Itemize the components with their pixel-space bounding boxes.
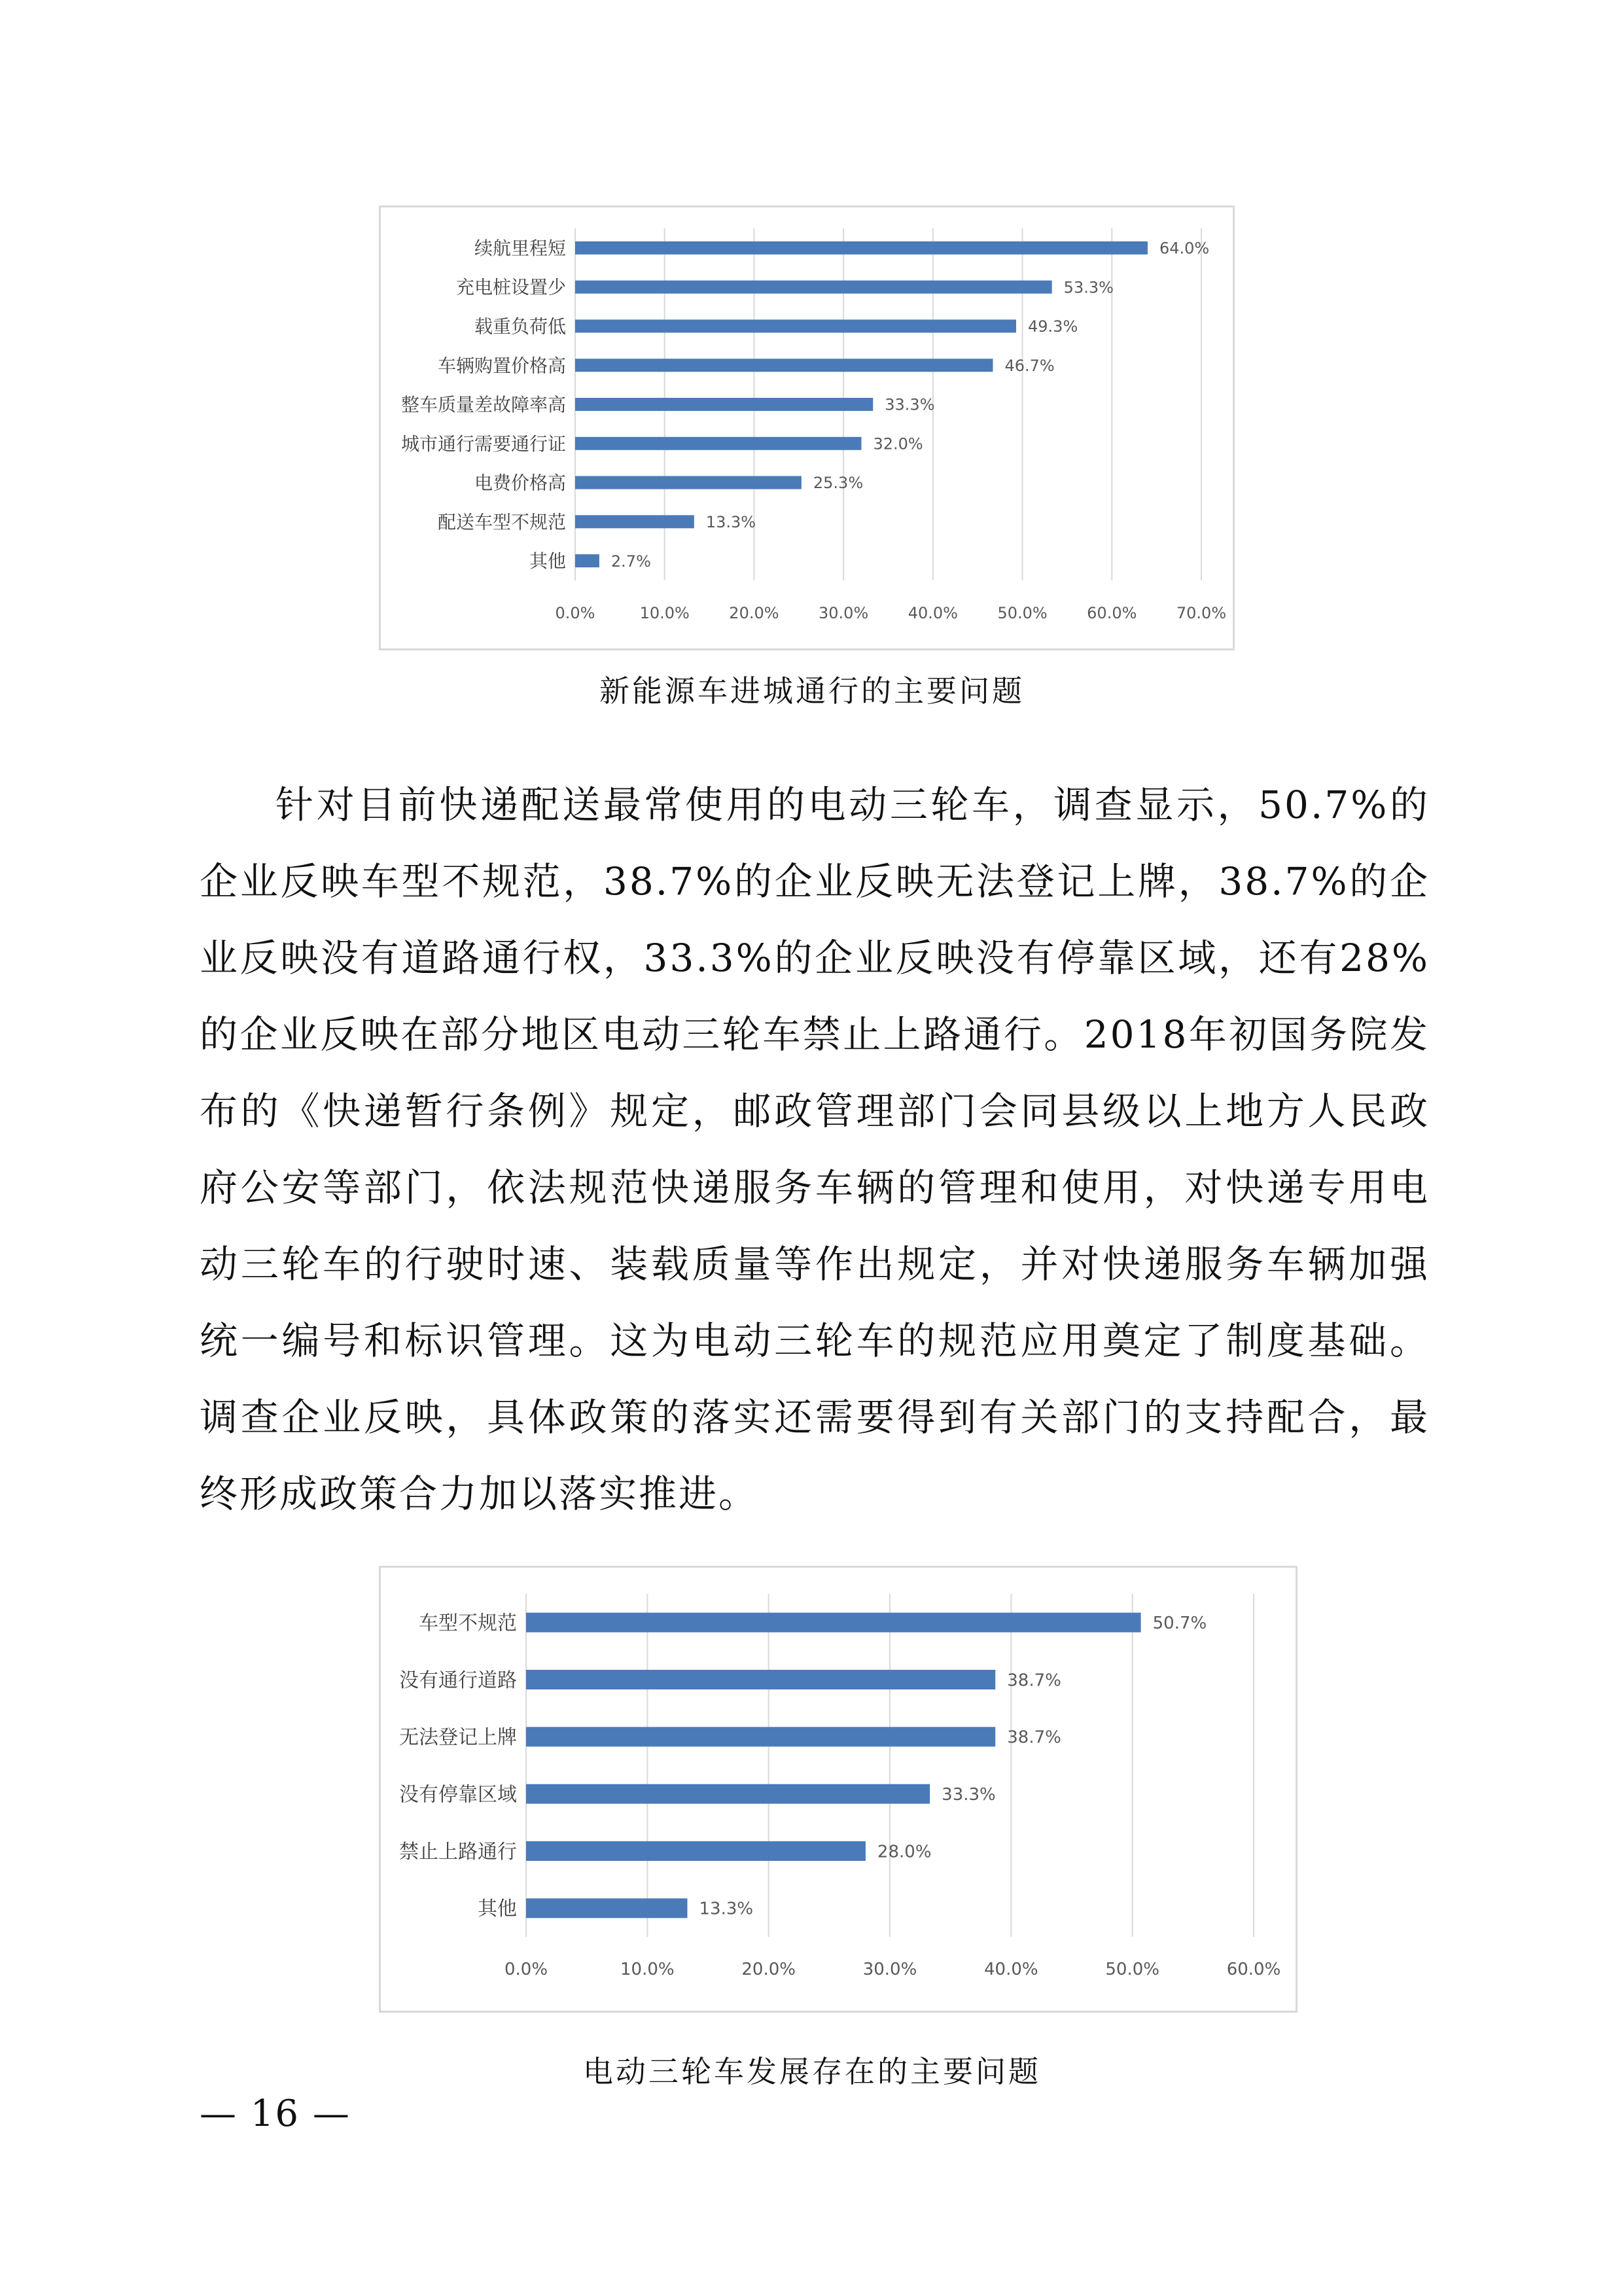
chart-tricycle-issues-svg xyxy=(381,1568,1296,2011)
x-tick-label: 50.0% xyxy=(1105,1960,1159,1979)
data-label: 28.0% xyxy=(877,1842,932,1862)
bar xyxy=(575,281,1052,294)
x-tick-label: 10.0% xyxy=(620,1960,675,1979)
category-label: 禁止上路通行 xyxy=(399,1840,517,1863)
data-label: 49.3% xyxy=(1028,317,1078,336)
bar xyxy=(575,476,802,489)
category-label: 没有通行道路 xyxy=(399,1669,517,1692)
bar xyxy=(575,359,993,372)
data-label: 38.7% xyxy=(1007,1670,1061,1691)
bar xyxy=(526,1784,930,1804)
page-number: — 16 — xyxy=(200,2093,351,2135)
body-paragraph: 针对目前快递配送最常使用的电动三轮车，调查显示，50.7%的企业反映车型不规范，38.7%的企业反映无法登记上牌，38.7%的企业反映没有道路通行权，33.3%的企业反映没有停靠区域，还有28%的企业反映在部分地区电动三轮车禁止上路通行。2018年初国务院发布的《快递暂行条例》规定，邮政管理部门会同县级以上地方人民政府公安等部门，依法规范快递服务车辆的管理和使用，对快递专用电动三轮车的行驶时速、装载质量等作出规定，并对快递服务车辆加强统一编号和标识管理。这为电动三轮车的规范应用奠定了制度基础。调查企业反映，具体政策的落实还需要得到有关部门的支持配合，最终形成政策合力加以落实推进。 xyxy=(200,783,1430,1516)
data-label: 33.3% xyxy=(885,395,935,414)
x-tick-label: 20.0% xyxy=(729,604,779,622)
data-label: 38.7% xyxy=(1007,1727,1061,1748)
chart1-caption: 新能源车进城通行的主要问题 xyxy=(599,673,1025,709)
chart-new-energy-issues xyxy=(379,205,1235,650)
x-tick-label: 40.0% xyxy=(908,604,958,622)
x-tick-label: 30.0% xyxy=(819,604,869,622)
bar xyxy=(575,241,1148,255)
chart2-caption: 电动三轮车发展存在的主要问题 xyxy=(583,2054,1041,2089)
category-label: 续航里程短 xyxy=(474,237,566,259)
data-label: 46.7% xyxy=(1004,356,1055,375)
chart-tricycle-issues xyxy=(379,1566,1297,2013)
category-label: 其他 xyxy=(529,550,566,573)
x-tick-label: 30.0% xyxy=(862,1960,917,1979)
data-label: 32.0% xyxy=(873,434,923,453)
bar xyxy=(526,1613,1141,1633)
category-label: 载重负荷低 xyxy=(474,315,566,338)
x-tick-label: 60.0% xyxy=(1226,1960,1281,1979)
category-label: 无法登记上牌 xyxy=(399,1726,517,1750)
category-label: 电费价格高 xyxy=(474,472,566,494)
bar xyxy=(526,1727,995,1746)
category-label: 车辆购置价格高 xyxy=(437,355,566,377)
x-tick-label: 10.0% xyxy=(639,604,690,622)
data-label: 2.7% xyxy=(610,552,651,571)
category-label: 其他 xyxy=(478,1898,517,1921)
data-label: 13.3% xyxy=(705,512,756,531)
bar xyxy=(526,1841,866,1861)
bar xyxy=(575,554,599,567)
x-tick-label: 0.0% xyxy=(555,604,595,622)
x-tick-label: 0.0% xyxy=(504,1960,548,1979)
x-tick-label: 50.0% xyxy=(997,604,1048,622)
x-tick-label: 70.0% xyxy=(1176,604,1227,622)
bar xyxy=(526,1898,687,1918)
x-tick-label: 20.0% xyxy=(741,1960,796,1979)
category-label: 城市通行需要通行证 xyxy=(400,433,566,455)
bar xyxy=(575,515,694,528)
bar xyxy=(575,437,861,450)
data-label: 64.0% xyxy=(1159,239,1210,258)
category-label: 车型不规范 xyxy=(419,1612,517,1635)
data-label: 13.3% xyxy=(699,1899,754,1919)
bar xyxy=(575,319,1016,332)
bar xyxy=(575,398,873,411)
data-label: 50.7% xyxy=(1152,1614,1207,1634)
data-label: 33.3% xyxy=(942,1785,996,1805)
data-label: 53.3% xyxy=(1063,278,1114,297)
category-label: 整车质量差故障率高 xyxy=(400,394,566,416)
category-label: 配送车型不规范 xyxy=(437,511,566,533)
category-label: 没有停靠区域 xyxy=(399,1783,517,1807)
chart-new-energy-issues-svg xyxy=(381,207,1233,648)
x-tick-label: 60.0% xyxy=(1087,604,1137,622)
category-label: 充电桩设置少 xyxy=(455,276,566,298)
x-tick-label: 40.0% xyxy=(984,1960,1038,1979)
bar xyxy=(526,1670,995,1689)
data-label: 25.3% xyxy=(813,474,864,493)
